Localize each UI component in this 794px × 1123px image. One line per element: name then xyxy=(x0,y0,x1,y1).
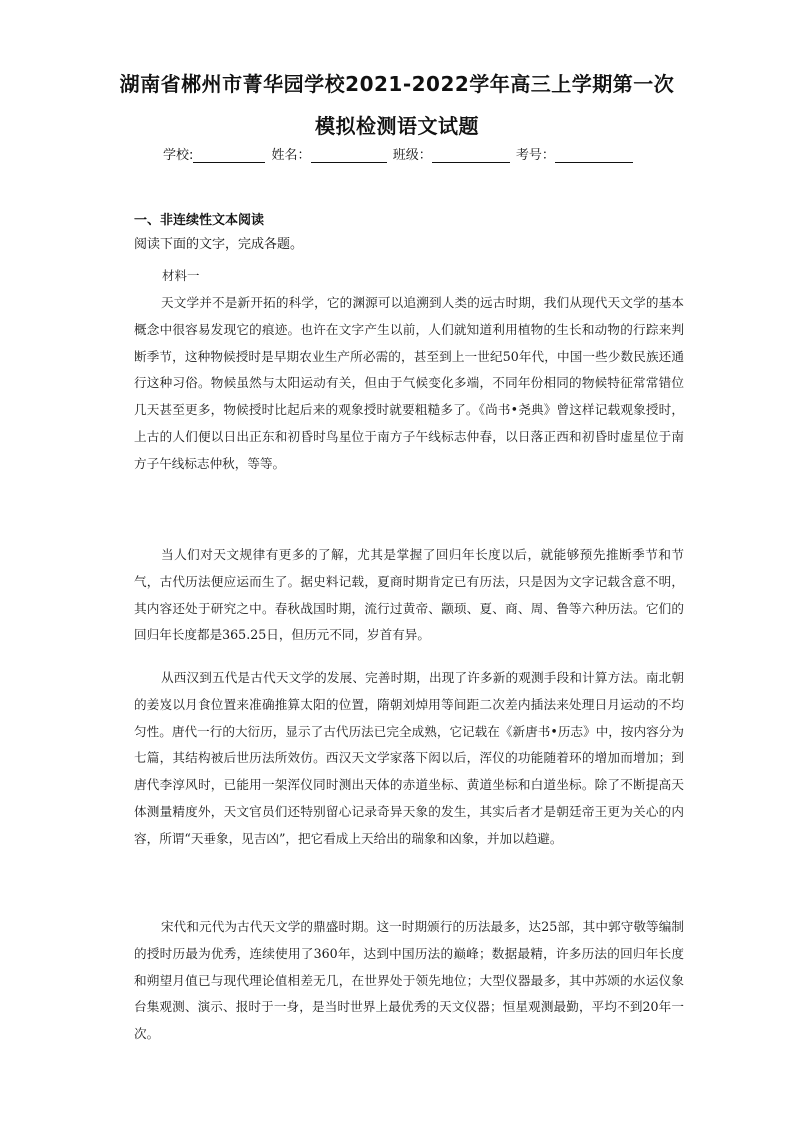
material-label: 材料一 xyxy=(162,268,200,283)
student-info-line xyxy=(163,144,663,166)
paragraph-4: 宋代和元代为古代天文学的鼎盛时期。这一时期颁行的历法最多，达25部，其中郭守敬等编制的授时历最为优秀，连续使用了360年，达到中国历法的巅峰；数据最精，许多历法的回归年长度和朔望月值已与现代理论值相差无几，在世界处于领先地位；大型仪器最多，其中苏颂的水运仪象台集观测、演示、报时于一身，是当时世界上最优秀的天文仪器；恒星观测最勤，平均不到20年一次。 xyxy=(134,919,684,1042)
class-blank xyxy=(432,147,510,163)
id-label: 考号： xyxy=(515,148,555,163)
exam-title-line2: 模拟检测语文试题 xyxy=(315,114,479,138)
exam-title-line1: 湖南省郴州市菁华园学校2021-2022学年高三上学期第一次 xyxy=(119,72,675,96)
id-blank xyxy=(555,147,633,163)
school-blank xyxy=(193,147,265,163)
paragraph-2: 当人们对天文规律有更多的了解，尤其是掌握了回归年长度以后，就能够预先推断季节和节气，古代历法便应运而生了。据史料记载，夏商时期肯定已有历法，只是因为文字记载含意不明，其内容还处于研究之中。春秋战国时期，流行过黄帝、颛顼、夏、商、周、鲁等六种历法。它们的回归年长度都是365.25日，但历元不同，岁首有异。 xyxy=(134,547,684,643)
class-label: 班级： xyxy=(392,148,432,163)
reading-instruction: 阅读下面的文字，完成各题。 xyxy=(134,237,304,252)
name-label: 姓名： xyxy=(271,148,311,163)
paragraph-3: 从西汉到五代是古代天文学的发展、完善时期，出现了许多新的观测手段和计算方法。南北朝的姜岌以月食位置来准确推算太阳的位置，隋朝刘焯用等间距二次差内插法来处理日月运动的不均匀性。唐代一行的大衍历，显示了古代历法已完全成熟，它记载在《新唐书•历志》中，按内容分为七篇，其结构被后世历法所效仿。西汉天文学家落下闳以后，浑仪的功能随着环的增加而增加；到唐代李淳风时，已能用一架浑仪同时测出天体的赤道坐标、黄道坐标和白道坐标。除了不断提高天体测量精度外，天文官员们还特别留心记录奇异天象的发生，其实后者才是朝廷帝王更为关心的内容，所谓“天垂象，见吉凶”，把它看成上天给出的瑞象和凶象，并加以趋避。 xyxy=(134,670,684,846)
school-label: 学校: xyxy=(163,148,194,163)
paragraph-1: 天文学并不是新开拓的科学，它的渊源可以追溯到人类的远古时期，我们从现代天文学的基本概念中很容易发现它的痕迹。也许在文字产生以前，人们就知道利用植物的生长和动物的行踪来判断季节，这种物候授时是早期农业生产所必需的，甚至到上一世纪50年代，中国一些少数民族还通行这种习俗。物候虽然与太阳运动有关，但由于气候变化多端，不同年份相同的物候特征常常错位几天甚至更多，物候授时比起后来的观象授时就要粗糙多了。《尚书•尧典》曾这样记载观象授时，上古的人们便以日出正东和初昏时鸟星位于南方子午线标志仲春，以日落正西和初昏时虚星位于南方子午线标志仲秋，等等。 xyxy=(134,295,684,471)
name-blank xyxy=(311,147,387,163)
section-heading: 一、非连续性文本阅读 xyxy=(134,213,265,228)
